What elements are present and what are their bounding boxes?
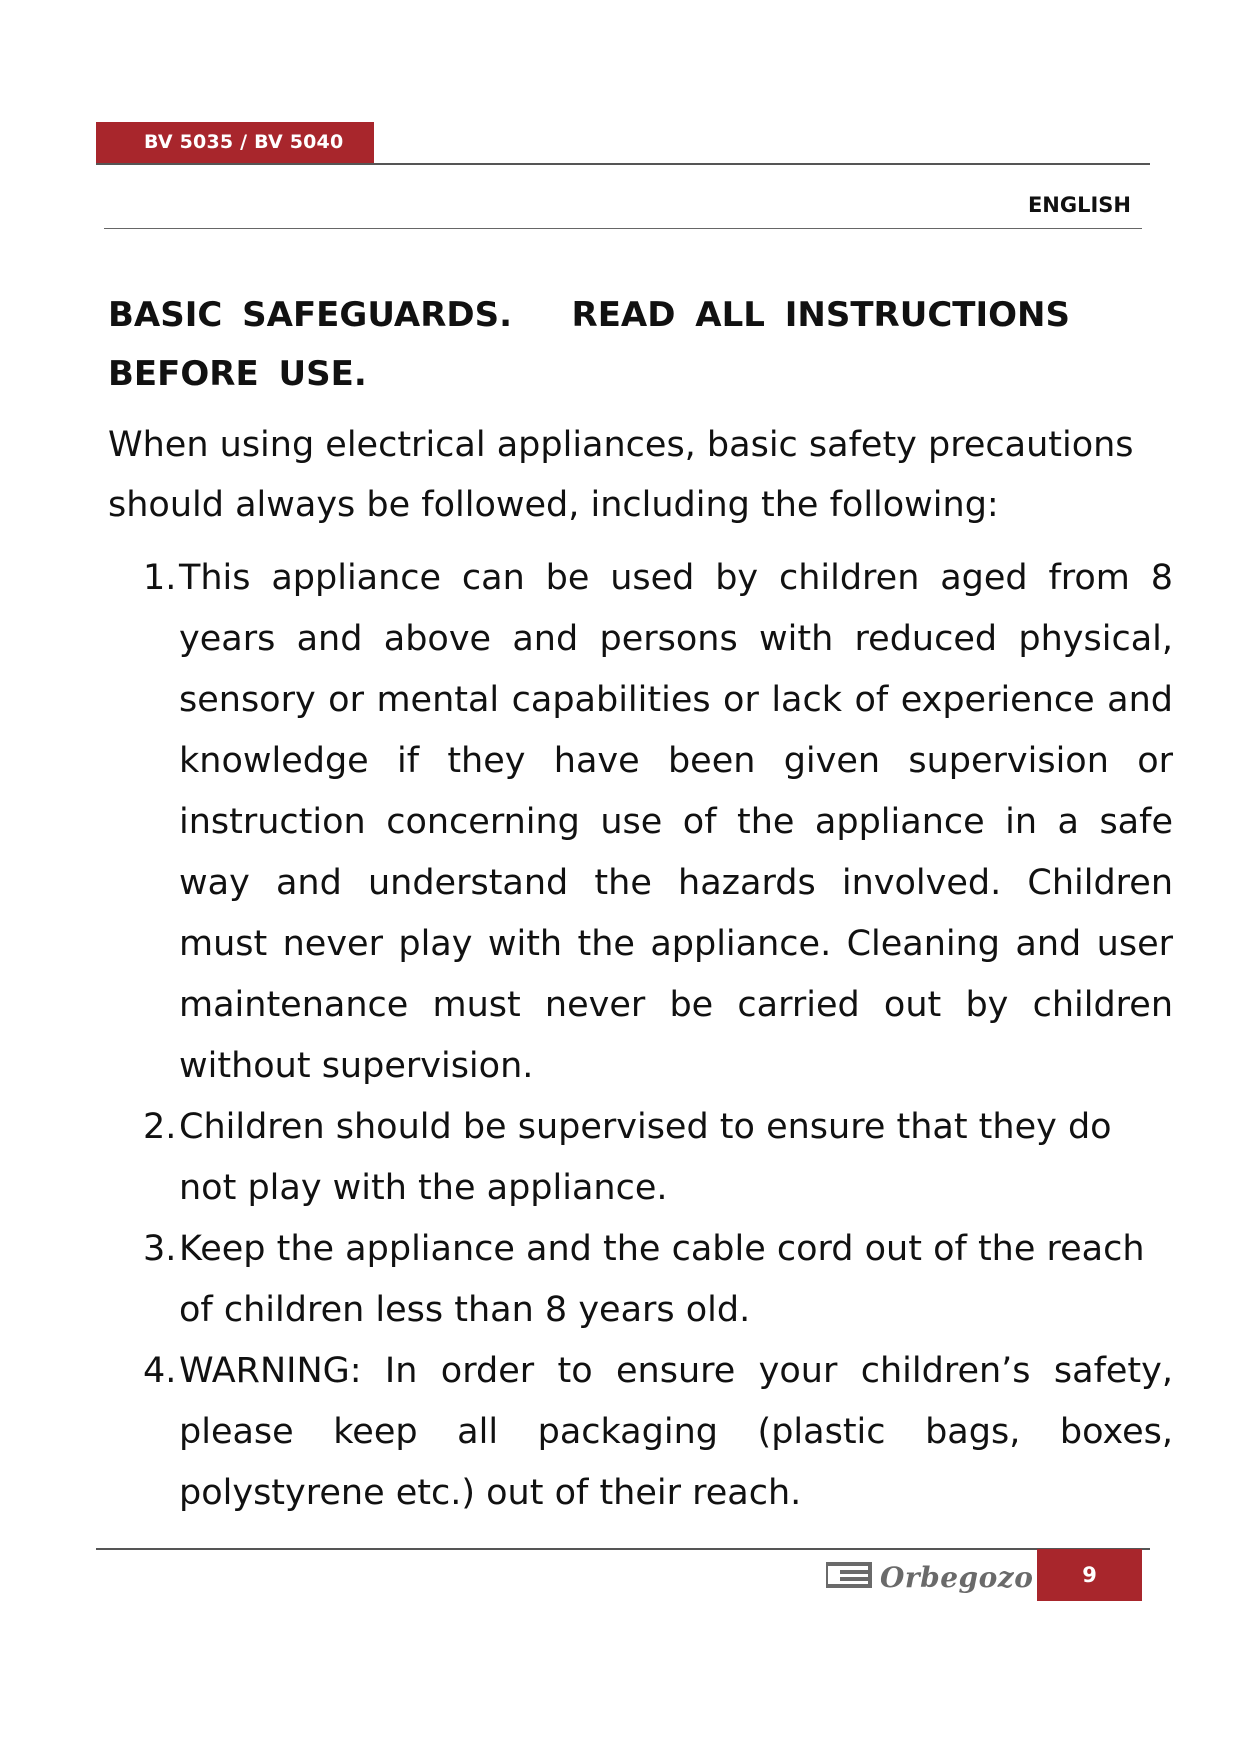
item-number: 1. <box>143 558 177 598</box>
item-text: Children should be supervised to ensure that they do not play with the appliance. <box>179 1107 1112 1208</box>
footer-divider <box>96 1548 1150 1550</box>
intro-paragraph: When using electrical appliances, basic safety precautions should always be followed, including the following: <box>108 425 1134 525</box>
brand-logo <box>826 1557 1033 1597</box>
item-text: WARNING: In order to ensure your children’s safety, please keep all packaging (plastic bags, boxes, polystyrene etc.) out of their reach. <box>179 1351 1173 1513</box>
item-number: 4. <box>143 1351 177 1391</box>
safeguard-item-4 <box>143 1341 1173 1524</box>
safeguard-item-1 <box>143 548 1173 1097</box>
model-tab <box>96 122 374 163</box>
heading-line-1: BASIC SAFEGUARDS. READ ALL INSTRUCTIONS <box>108 295 1070 335</box>
brand-wordmark: Orbegozo <box>880 1560 1034 1594</box>
safeguard-item-2 <box>143 1097 1173 1219</box>
safeguard-item-3 <box>143 1219 1173 1341</box>
language-label: ENGLISH <box>1027 193 1131 217</box>
safeguards-list <box>143 548 1173 1524</box>
page-number <box>1037 1549 1142 1601</box>
item-number: 3. <box>143 1229 177 1269</box>
heading-line-2: BEFORE USE. <box>108 354 367 394</box>
orbegozo-logo-icon <box>826 1562 872 1592</box>
language-divider <box>104 228 1142 229</box>
page-heading <box>108 286 1128 404</box>
page-number-label: 9 <box>1082 1563 1097 1587</box>
header-divider <box>96 163 1150 165</box>
item-text: This appliance can be used by children aged from 8 years and above and persons with reduced physical, sensory or mental capabilities or lack of experience and knowledge if they have been given supervision or instruction concerning use of the appliance in a safe way and understand the hazards involved. Children must never play with the appliance. Cleaning and user maintenance must never be carried out by children without supervision. <box>179 558 1173 1086</box>
item-number: 2. <box>143 1107 177 1147</box>
item-text: Keep the appliance and the cable cord out of the reach of children less than 8 years old. <box>179 1229 1145 1330</box>
model-label: BV 5035 / BV 5040 <box>144 131 344 153</box>
